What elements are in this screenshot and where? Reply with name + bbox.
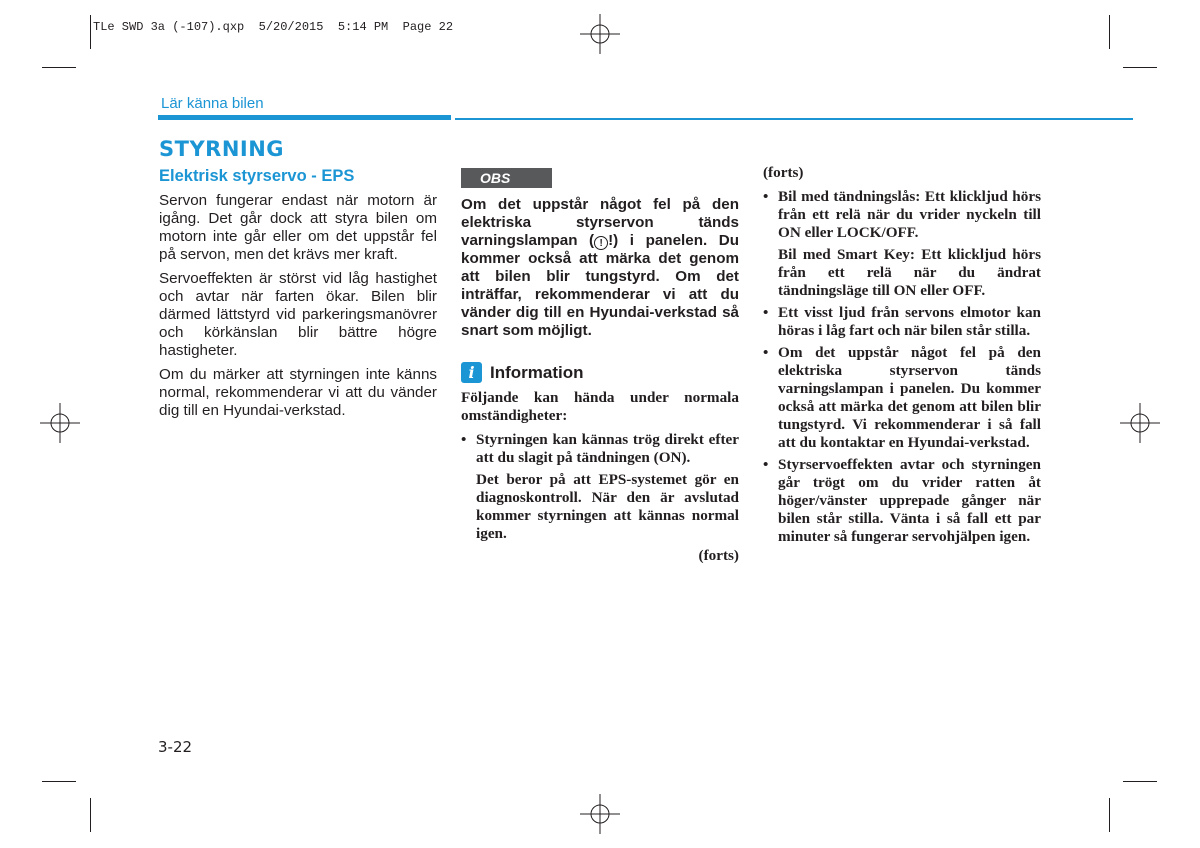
body-paragraph: Om du märker att styrningen inte känns normal, rekommenderar vi att du vänder dig till en Hyundai-verkstad. (159, 366, 437, 419)
page-number: 3-22 (158, 738, 193, 756)
information-intro: Följande kan hända under normala omständigheter: (461, 389, 739, 424)
crop-mark (90, 798, 91, 832)
crop-mark (1123, 67, 1157, 68)
registration-mark-icon (40, 403, 80, 443)
list-item: • Om det uppstår något fel på den elektriska styrservon tänds varningslampan i panelen. Du kommer också att märka det genom att bilen blir tungstyrd. Vi rekommenderar i så fall att du kontaktar en Hyundai-verkstad. (763, 344, 1041, 452)
information-header (461, 362, 739, 383)
continued-label: (forts) (698, 547, 739, 564)
header-rule-thin (455, 118, 1133, 120)
obs-text-start: Om det uppstår något fel på den elektriska styrservon tänds varningslampan ( (461, 196, 739, 249)
list-item-followup: Bil med Smart Key: Ett klickljud hörs från ett relä när du ändrat tändningsläge till ON eller OFF. (778, 246, 1041, 299)
body-paragraph: Servoeffekten är störst vid låg hastighet och avtar när farten ökar. Bilen blir därmed lättstyrd vid parkeringsmanövrer och körkänslan blir bättre högre hastigheter. (159, 270, 437, 359)
list-item: • Styrservoeffekten avtar och styrningen går trögt om du vrider ratten åt höger/vänster upprepade gånger när bilen står stilla. Vänta i så fall ett par minuter så fungerar servohjälpen igen. (763, 456, 1041, 546)
registration-mark-icon (1120, 403, 1160, 443)
list-item-followup: Det beror på att EPS-systemet gör en diagnoskontroll. När den är avslutad kommer styrningen att kännas normal igen. (476, 471, 739, 542)
information-title: Information (490, 362, 584, 382)
registration-mark-icon (580, 794, 620, 834)
crop-mark (1109, 798, 1110, 832)
crop-mark (1109, 15, 1110, 49)
obs-text-end: !) i panelen. Du kommer också att märka det genom att bilen blir tungstyrd. Om det inträffar, rekommenderar vi att du vänder dig till en Hyundai-verkstad så snart som möjligt. (461, 232, 740, 339)
header-rule (158, 115, 451, 120)
crop-mark (1123, 781, 1157, 782)
section-subtitle: Elektrisk styrservo - EPS (159, 167, 355, 185)
column-2 (461, 168, 739, 565)
column-3 (763, 164, 1041, 550)
obs-badge: OBS (461, 168, 552, 188)
list-item: • Styrningen kan kännas trög direkt efter att du slagit på tändningen (ON). (461, 431, 739, 467)
list-item: • Bil med tändningslås: Ett klickljud hörs från ett relä när du vrider nyckeln till ON eller LOCK/OFF. (763, 188, 1041, 242)
crop-mark (90, 15, 91, 49)
body-paragraph: Servon fungerar endast när motorn är igång. Det går dock att styra bilen om motorn inte går eller om det uppstår fel på servon, men det krävs mer kraft. (159, 192, 437, 263)
info-icon: i (461, 362, 482, 383)
section-label: Lär känna bilen (161, 95, 264, 112)
steering-warning-icon: ! (594, 236, 608, 250)
crop-mark (42, 781, 76, 782)
continued-label: (forts) (763, 164, 804, 181)
column-1 (159, 136, 437, 426)
obs-notice (461, 196, 739, 340)
print-slug: TLe SWD 3a (-107).qxp 5/20/2015 5:14 PM Page 22 (93, 20, 454, 34)
chapter-title: STYRNING (159, 137, 285, 161)
registration-mark-icon (580, 14, 620, 54)
crop-mark (42, 67, 76, 68)
list-item: • Ett visst ljud från servons elmotor kan höras i låg fart och när bilen står stilla. (763, 304, 1041, 340)
